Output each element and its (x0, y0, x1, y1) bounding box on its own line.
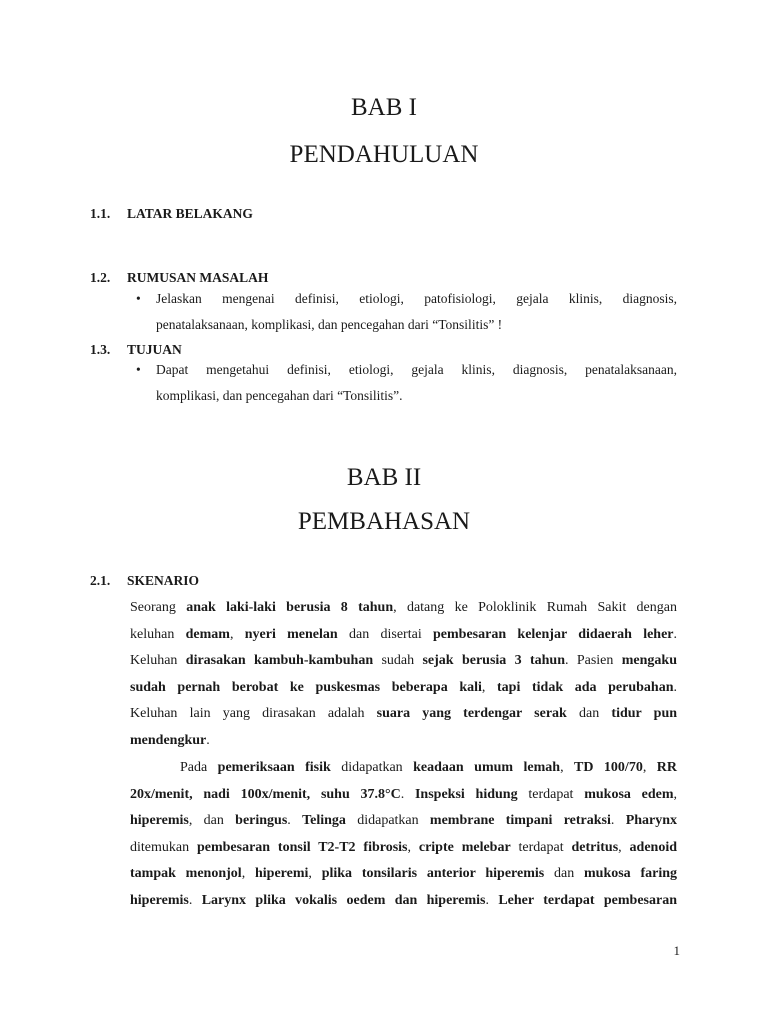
skenario-paragraph-1 (130, 595, 677, 754)
paragraph-line: hiperemis, dan beringus. Telinga didapatkan membrane timpani retraksi. Pharynx (130, 813, 678, 828)
section-2-1-heading (90, 572, 199, 590)
section-title: TUJUAN (127, 342, 182, 357)
section-1-1-heading (90, 205, 253, 223)
paragraph-line: hiperemis. Larynx plika vokalis oedem dan hiperemis. Leher terdapat pembesaran (130, 892, 677, 908)
bullet-text-line: penatalaksanaan, komplikasi, dan pencegahan dari “Tonsilitis” ! (156, 317, 503, 332)
chapter-2-title: PEMBAHASAN (297, 508, 471, 535)
paragraph-line: Seorang anak laki-laki berusia 8 tahun, datang ke Poloklinik Rumah Sakit dengan (130, 600, 677, 615)
chapter-1-title: PENDAHULUAN (289, 141, 479, 168)
section-number: 1.1. (90, 206, 111, 221)
chapter-1-number: BAB I (351, 94, 417, 121)
paragraph-line: mendengkur. (130, 732, 210, 748)
section-number: 2.1. (90, 573, 111, 588)
tujuan-bullet (136, 357, 677, 409)
section-number: 1.2. (90, 270, 111, 285)
skenario-paragraph-2 (130, 755, 677, 914)
bullet-text-line: komplikasi, dan pencegahan dari “Tonsilitis”. (156, 388, 403, 403)
paragraph-line: ditemukan pembesaran tonsil T2-T2 fibrosis, cripte melebar terdapat detritus, adenoid (130, 839, 677, 855)
paragraph-line: Keluhan lain yang dirasakan adalah suara yang terdengar serak dan tidur pun (130, 706, 678, 721)
section-title: LATAR BELAKANG (127, 206, 253, 221)
section-title: SKENARIO (127, 573, 200, 588)
bullet-text-line: Jelaskan mengenai definisi, etiologi, patofisiologi, gejala klinis, diagnosis, (156, 291, 677, 306)
paragraph-line: sudah pernah berobat ke puskesmas beberapa kali, tapi tidak ada perubahan. (130, 679, 677, 695)
rumusan-masalah-bullet (136, 286, 677, 338)
paragraph-line: tampak menonjol, hiperemi, plika tonsilaris anterior hiperemis dan mukosa faring (130, 866, 678, 881)
bullet-text-line: Dapat mengetahui definisi, etiologi, gejala klinis, diagnosis, penatalaksanaan, (156, 362, 677, 377)
paragraph-line: Pada pemeriksaan fisik didapatkan keadaan umum lemah, TD 100/70, RR (180, 760, 678, 775)
section-number: 1.3. (90, 342, 111, 357)
paragraph-line: 20x/menit, nadi 100x/menit, suhu 37.8°C. Inspeksi hidung terdapat mukosa edem, (130, 786, 678, 802)
page-number: 1 (673, 943, 680, 958)
paragraph-line: Keluhan dirasakan kambuh-kambuhan sudah sejak berusia 3 tahun. Pasien mengaku (130, 653, 677, 668)
bullet-dot-icon: • (136, 362, 141, 377)
paragraph-line: keluhan demam, nyeri menelan dan disertai pembesaran kelenjar didaerah leher. (130, 626, 678, 642)
section-title: RUMUSAN MASALAH (127, 270, 269, 285)
bullet-dot-icon: • (136, 291, 141, 306)
section-1-2-heading (90, 269, 268, 287)
chapter-2-number: BAB II (346, 464, 422, 491)
